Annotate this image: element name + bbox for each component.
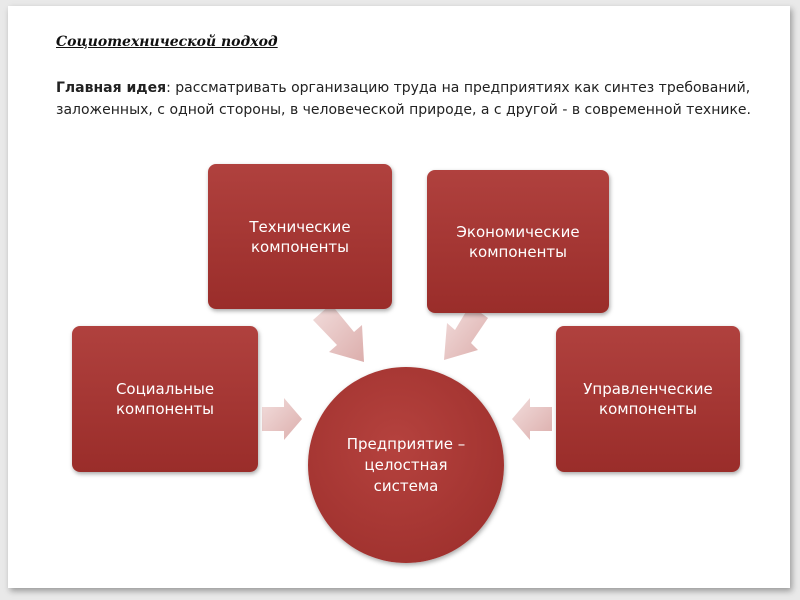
main-idea-lead: Главная идея	[56, 80, 167, 96]
social-components-line2: компоненты	[116, 400, 214, 418]
technical-components-line1: Технические	[249, 217, 351, 236]
economic-components-box	[427, 170, 609, 313]
managerial-components-line2: компоненты	[599, 400, 697, 418]
center-line3: система	[373, 476, 439, 495]
arrow-social-to-center	[262, 398, 302, 440]
economic-components-line1: Экономические	[456, 222, 580, 241]
enterprise-center-circle	[308, 367, 504, 563]
technical-components-line2: компоненты	[251, 237, 349, 256]
technical-components-box	[208, 164, 392, 309]
slide-title: Социотехнической подход	[56, 34, 278, 50]
social-components-line1: Социальные	[115, 380, 215, 398]
center-line1: Предприятие –	[346, 434, 466, 453]
managerial-components-line1: Управленческие	[583, 380, 713, 398]
economic-components-line2: компоненты	[469, 242, 567, 261]
managerial-components-box	[556, 326, 740, 472]
arrow-managerial-to-center	[512, 398, 552, 440]
arrow-technical-to-center	[313, 304, 364, 362]
center-line2: целостная	[364, 455, 448, 474]
main-idea-text: : рассматривать организацию труда на предприятиях как синтез требований, заложенных, с одной стороны, в человеческой природе, а с другой - в современной технике.	[56, 80, 751, 118]
arrow-economic-to-center	[444, 305, 488, 360]
social-components-box	[72, 326, 258, 472]
